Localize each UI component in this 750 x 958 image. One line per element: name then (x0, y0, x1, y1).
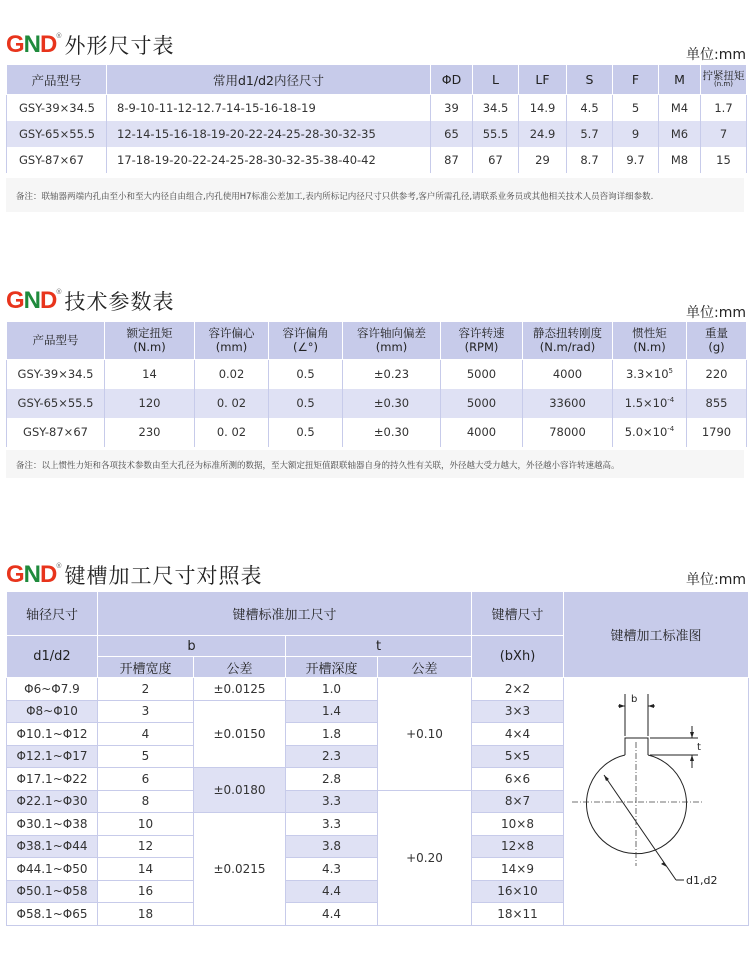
header-t-tolerance: 公差 (378, 657, 472, 678)
section-title-text: 键槽加工尺寸对照表 (64, 564, 263, 588)
section-title-dimensions (6, 30, 175, 60)
header-diagram: 键槽加工标准图 (564, 592, 749, 678)
header-od: ΦD (431, 65, 473, 95)
note-specs: 备注：以上惯性力矩和各项技术参数由至大孔径为标准所测的数据，至大额定扭矩值跟联轴器自身的持久性有关联，外径越大受力越大，外径越小容许转速越高。 (16, 461, 620, 471)
header-model: 产品型号 (7, 322, 105, 360)
table-row: Φ38.1~Φ44 12 3.8 12×8 (7, 835, 749, 858)
header-angle: 容许偏角 (∠°) (269, 322, 343, 360)
gnd-logo: GND® (6, 561, 61, 588)
table-row: Φ10.1~Φ12 4 1.8 4×4 (7, 723, 749, 746)
table-row: Φ6~Φ7.9 2 ±0.0125 1.0 +0.10 2×2 b t d1,d2 (7, 678, 749, 701)
header-b-width: 开槽宽度 (98, 657, 194, 678)
section-title-text: 技术参数表 (64, 290, 175, 314)
header-bxh: (bXh) (472, 636, 564, 678)
table-row: Φ8~Φ10 3 ±0.0150 1.4 3×3 (7, 700, 749, 723)
section-title-keyway (6, 560, 263, 590)
header-stiffness: 静态扭转刚度 (N.m/rad) (523, 322, 613, 360)
header-standard: 键槽标准加工尺寸 (98, 592, 472, 636)
label-t: t (697, 741, 701, 753)
header-eccentricity: 容许偏心 (mm) (195, 322, 269, 360)
note-dimensions: 备注：联轴器两端内孔由至小和至大内径自由组合,内孔使用H7标准公差加工,表内所标记内径尺寸只供参考,客户所需孔径,请联系业务员或其他相关技术人员咨询详细参数. (16, 192, 654, 202)
unit-label: 单位:mm (686, 572, 746, 588)
t-tolerance-2: +0.20 (378, 790, 472, 925)
keyway-drawing (566, 680, 746, 920)
header-b: b (98, 636, 286, 657)
header-s: S (567, 65, 613, 95)
header-weight: 重量 (g) (687, 322, 747, 360)
table-row: GSY-65×55.5 12-14-15-16-18-19-20-22-24-25-28-30-32-35 65 55.5 24.9 5.7 9 M6 7 (7, 121, 747, 147)
keyway-diagram (564, 678, 749, 926)
t-tolerance-1: +0.10 (378, 678, 472, 791)
header-t: t (286, 636, 472, 657)
unit-label: 单位:mm (686, 47, 746, 63)
header-torque: 拧紧扭矩 (n.m) (701, 65, 747, 95)
header-l: L (473, 65, 519, 95)
header-inertia: 惯性矩 (N.m) (613, 322, 687, 360)
table-row: GSY-39×34.5 14 0.02 0.5 ±0.23 5000 4000 $3.3\times 10^5$ 220 (7, 360, 747, 389)
header-keyway-size: 键槽尺寸 (472, 592, 564, 636)
specs-table (6, 321, 747, 447)
header-d: d1/d2 (7, 636, 98, 678)
table-row: GSY-39×34.5 8-9-10-11-12-12.7-14-15-16-18-19 39 34.5 14.9 4.5 5 M4 1.7 (7, 95, 747, 121)
header-lf: LF (519, 65, 567, 95)
table-row: Φ17.1~Φ22 6 ±0.0180 2.8 6×6 (7, 768, 749, 791)
dimensions-table (6, 64, 747, 173)
table-row: Φ58.1~Φ65 18 4.4 18×11 (7, 903, 749, 926)
header-model: 产品型号 (7, 65, 107, 95)
header-m: M (659, 65, 701, 95)
section-title-text: 外形尺寸表 (64, 34, 175, 58)
header-rated-torque: 额定扭矩 (N.m) (105, 322, 195, 360)
gnd-logo: GND® (6, 287, 61, 314)
table-row: Φ50.1~Φ58 16 4.4 16×10 (7, 880, 749, 903)
label-d: d1,d2 (686, 873, 718, 887)
table-row: GSY-87×67 230 0. 02 0.5 ±0.30 4000 78000 $5.0\times 10^{-4}$ 1790 (7, 418, 747, 447)
header-rpm: 容许转速 (RPM) (441, 322, 523, 360)
header-t-depth: 开槽深度 (286, 657, 378, 678)
table-row: Φ44.1~Φ50 14 4.3 14×9 (7, 858, 749, 881)
gnd-logo: GND® (6, 31, 61, 58)
label-b: b (631, 693, 638, 705)
unit-label: 单位:mm (686, 305, 746, 321)
table-row: GSY-65×55.5 120 0. 02 0.5 ±0.30 5000 33600 $1.5\times 10^{-4}$ 855 (7, 389, 747, 418)
table-row: Φ12.1~Φ17 5 2.3 5×5 (7, 745, 749, 768)
header-b-tolerance: 公差 (194, 657, 286, 678)
keyway-table (6, 591, 749, 926)
section-title-specs (6, 286, 175, 316)
header-shaft: 轴径尺寸 (7, 592, 98, 636)
table-row: Φ22.1~Φ30 8 3.3 +0.20 8×7 (7, 790, 749, 813)
header-axial: 容许轴向偏差 (mm) (343, 322, 441, 360)
header-f: F (613, 65, 659, 95)
table-row: Φ30.1~Φ38 10 ±0.0215 3.3 10×8 (7, 813, 749, 836)
table-row: GSY-87×67 17-18-19-20-22-24-25-28-30-32-35-38-40-42 87 67 29 8.7 9.7 M8 15 (7, 147, 747, 173)
header-bore: 常用d1/d2内径尺寸 (107, 65, 431, 95)
